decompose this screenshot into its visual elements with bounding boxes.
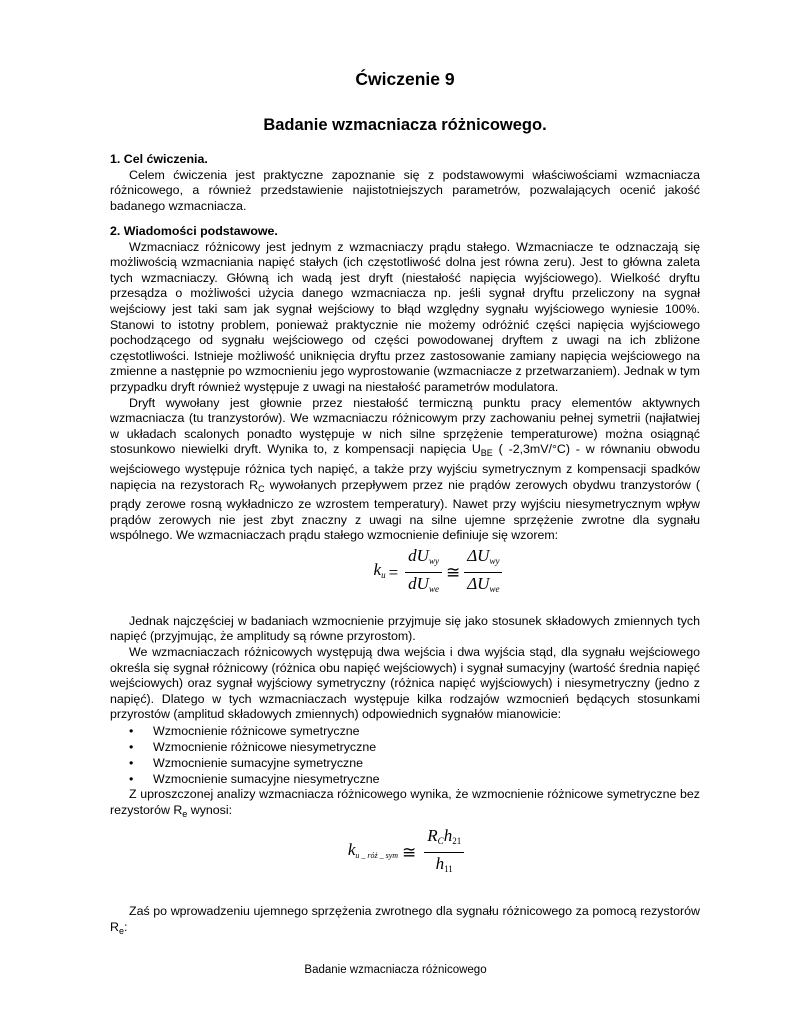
- list-item: • Wzmocnienie sumacyjne niesymetryczne: [153, 771, 700, 787]
- paragraph-4: We wzmacniaczach różnicowych występują dwa wejścia i dwa wyjścia stąd, dla sygnału wejściowego określa się sygnał różnicowy (różnica obu napięć wejściowych) i sygnał sumacyjny (wartość średnia napięć wejściowych) oraz sygnał wyjściowy symetryczny (różnica napięć wyjściowych) i niesymetryczny (jedno z napięć). Dlatego w tych wzmacniaczach występuje kilka rodzajów wzmocnień będących stosunkami przyrostów (amplitud składowych zmiennych) odpowiednich sygnałów mianowicie:: [110, 645, 700, 722]
- paragraph-6: [110, 904, 700, 939]
- formula-differential-gain: [116, 822, 700, 882]
- paragraph-2-part-b: ( -2,3mV/°C) - w równaniu obwodu wejściowego występuje różnica tych napięć, a także przy wyjściu symetrycznym z kompensacji spadków napięcia na rezystorach R: [110, 442, 701, 492]
- page-subtitle: Badanie wzmacniacza różnicowego.: [263, 116, 547, 134]
- gain-types-list: [110, 723, 700, 787]
- paragraph-1: Wzmacniacz różnicowy jest jednym z wzmacniaczy prądu stałego. Wzmacniacze te odznaczają się możliwością wzmacniania napięć stałych (ich częstotliwość dolna jest równa zeru). Jest to główna zaleta tych wzmacniaczy. Główną ich wadą jest dryft (niestałość napięcia wyjściowego). Wielkość dryftu przesądza o możliwości użycia danego wzmacniacza np. jeśli sygnał dryftu przeliczony na sygnał wejściowy jest taki sam jak sygnał wejściowy to błąd względny sygnału wyjściowego wyniesie 100%. Stanowi to istotny problem, ponieważ praktycznie nie możemy odróżnić części napięcia wyjściowego pochodzącego od sygnału wejściowego od części powodowanej dryftem z uwagi na ich zbliżone częstotliwości. Istnieje możliwość uniknięcia dryftu przez zastosowanie zamiany napięcia wejściowego na zmienne a następnie po wzmocnieniu jego wyprostowanie (wzmacniacze z przetwarzaniem). Jednak w tym przypadku dryft również występuje z uwagi na niestałość parametrów modulatora.: [110, 239, 700, 394]
- subscript-be: BE: [480, 448, 493, 459]
- formula1-fraction-delta: $\frac{\Delta U_{wy}}{\Delta U_{we}}$: [464, 546, 502, 599]
- formula1-fraction-derivative: $\frac{dU_{wy}}{dU_{we}}$: [405, 546, 442, 599]
- formula2-approx: ≅: [402, 842, 417, 862]
- paragraph-6-part-b: :: [123, 919, 128, 934]
- formula1-equals: =: [388, 563, 399, 583]
- section-basics: [110, 224, 700, 939]
- paragraph-2-part-a: Dryft wywołany jest głownie przez niestałość termiczną punktu pracy elementów aktywnych wzmacniacza (tu tranzystorów). We wzmacniaczu różnicowym przy zachowaniu pełnej symetrii (najłatwiej w układach scalonych ponadto występuje w nich silne sprzężenie temperaturowe) można osiągnąć stosunkowo niewielki dryft. Wynika to, z kompensacji napięcia U: [110, 395, 700, 457]
- section-goal-text: Celem ćwiczenia jest praktyczne zapoznanie się z podstawowymi właściwościami wzmacniacza różnicowego, a również przedstawienie najistotniejszych parametrów, pozwalających ocenić jakość badanego wzmacniacza.: [110, 167, 700, 213]
- paragraph-5-part-b: wynosi:: [187, 802, 233, 817]
- formula1-approx: ≅: [445, 563, 461, 583]
- section-basics-heading: 2. Wiadomości podstawowe.: [110, 224, 278, 238]
- paragraph-3: Jednak najczęściej w badaniach wzmocnienie przyjmuje się jako stosunek składowych zmiennych tych napięć (przyjmując, że amplitudy są równe przyrostom).: [110, 613, 700, 644]
- paragraph-5: [110, 787, 700, 822]
- paragraph-5-part-a: Z uproszczonej analizy wzmacniacza różnicowego wynika, że wzmocnienie różnicowe symetryczne bez rezystorów R: [110, 787, 700, 817]
- formula1-lhs: $k_u$: [373, 560, 386, 581]
- subscript-e-2: e: [118, 925, 124, 936]
- formula-gain-definition: [180, 544, 700, 602]
- section-goal: [110, 152, 700, 214]
- section-goal-heading: 1. Cel ćwiczenia.: [110, 152, 208, 166]
- subscript-c: C: [258, 483, 265, 494]
- list-item: • Wzmocnienie sumacyjne symetryczne: [153, 755, 700, 771]
- page-title: Ćwiczenie 9: [355, 69, 455, 89]
- paragraph-2-part-c: wywołanych przepływem przez nie prądów zerowych obydwu tranzystorów ( prądy zerowe rosną wykładniczo ze wzrostem temperatury). Nawet przy wyjściu niesymetrycznym wpływ prądów zerowych nie jest zbyt znaczny z uwagi na silne ujemne sprzężenie zwrotne dla sygnału wspólnego. We wzmacniaczach prądu stałego wzmocnienie definiuje się wzorem:: [110, 477, 700, 543]
- list-item: • Wzmocnienie różnicowe symetryczne: [153, 723, 700, 739]
- paragraph-6-part-a: Zaś po wprowadzeniu ujemnego sprzężenia zwrotnego dla sygnału różnicowego za pomocą rezystorów R: [110, 904, 700, 934]
- list-item: • Wzmocnienie różnicowe niesymetryczne: [153, 739, 700, 755]
- formula2-fraction: $\frac{R_Ch_{21}}{h_{11}}$: [424, 826, 464, 879]
- paragraph-2: [110, 396, 700, 544]
- page-footer: Badanie wzmacniacza różnicowego: [304, 964, 487, 976]
- subscript-e: e: [182, 808, 188, 819]
- formula2-lhs: $k_{u \_ róż \_ sym}$: [347, 839, 399, 860]
